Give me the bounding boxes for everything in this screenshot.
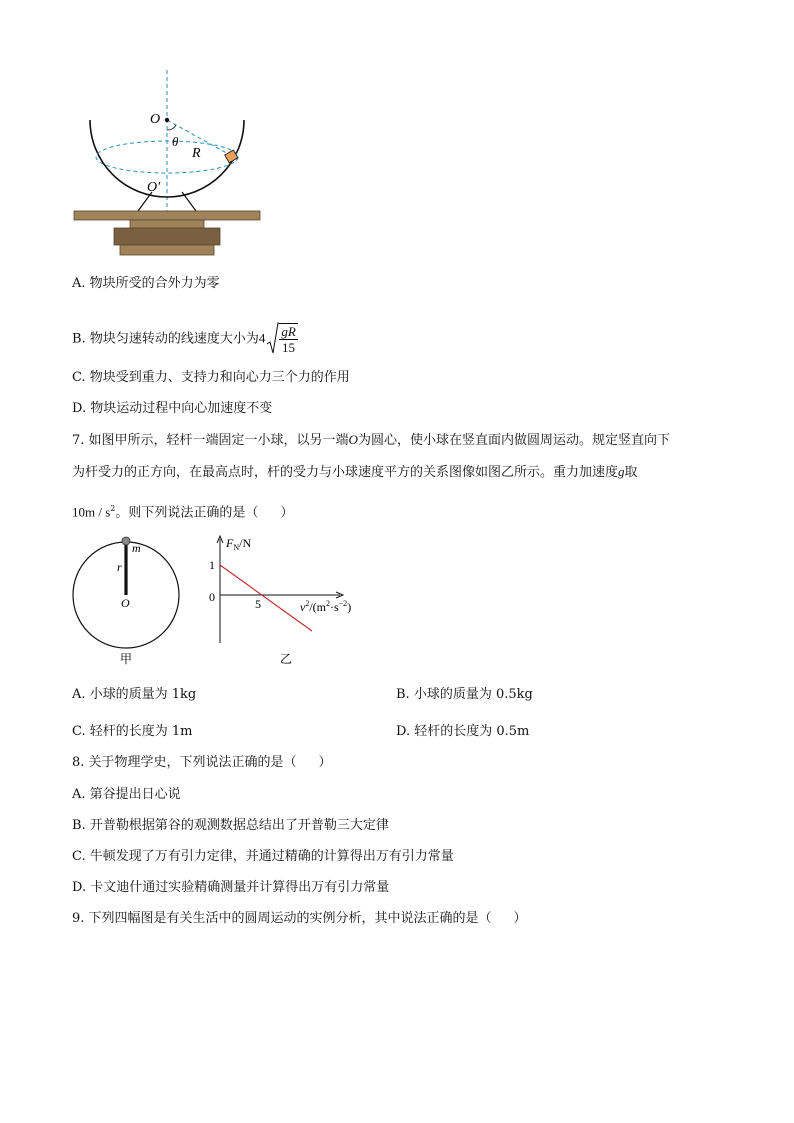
q7-stem1-b: 为圆心，使小球在竖直面内做圆周运动。规定竖直向下 (357, 433, 670, 448)
label-theta: θ (172, 134, 179, 149)
q7-stem-line2 (72, 463, 638, 482)
tick-y1: 1 (209, 558, 215, 572)
q8-option-b: B. 开普勒根据第谷的观测数据总结出了开普勒三大定律 (72, 818, 389, 833)
svg-text:FN/N (225, 536, 251, 552)
label-m: m (132, 541, 141, 555)
q7-stem2-b: 取 (624, 465, 638, 480)
q7-stem2-a: 为杆受力的正方向，在最高点时，杆的受力与小球速度平方的关系图像如图乙所示。重力加速度 (72, 465, 619, 480)
x-axis-unit-end: ) (347, 600, 352, 614)
label-O: O (121, 596, 130, 610)
q9-stem (72, 910, 527, 928)
q8-stem (72, 754, 332, 772)
x-axis-unit-sup2: −2 (338, 599, 348, 608)
q6-option-a: A. 物块所受的合外力为零 (72, 276, 220, 291)
caption-jia: 甲 (120, 652, 133, 666)
q7-stem2-g: g (618, 464, 625, 479)
q6-option-b-coef: 4 (258, 330, 266, 346)
q7-option-c: C. 轻杆的长度为 1m (72, 724, 193, 739)
caption-yi: 乙 (280, 652, 293, 666)
q7-stem-line3 (72, 500, 293, 522)
circle-rod-figure (70, 533, 185, 668)
q8-option-a: A. 第谷提出日心说 (72, 787, 181, 802)
tick-zero: 0 (209, 590, 215, 604)
q7-stem3-sup: 2 (110, 504, 116, 513)
x-axis-unit: /(m (309, 600, 326, 614)
x-axis-label: v (300, 600, 306, 614)
label-O: O (150, 112, 161, 127)
tick-x5: 5 (255, 597, 261, 611)
q7-option-a: A. 小球的质量为 1kg (72, 687, 197, 702)
q8-option-d: D. 卡文迪什通过实验精确测量并计算得出万有引力常量 (72, 880, 390, 895)
y-axis-sub: N (233, 543, 240, 552)
q6-option-c: C. 物块受到重力、支持力和向心力三个力的作用 (72, 370, 350, 385)
q8-option-c: C. 牛顿发现了万有引力定律，并通过精确的计算得出万有引力常量 (72, 849, 454, 864)
fraction-denominator: 15 (282, 340, 296, 355)
x-axis-unit-sup1: 2 (326, 599, 330, 608)
q7-stem3-a: 10m / s (72, 504, 111, 520)
q6-option-d: D. 物块运动过程中向心加速度不变 (72, 401, 273, 416)
q9-stem-end: ） (513, 911, 527, 926)
svg-text:v2/(m2·s−2) (300, 599, 351, 614)
graph-line (220, 565, 312, 631)
q7-stem1-a: 7. 如图甲所示，轻杆一端固定一小球，以另一端 (72, 433, 349, 448)
q9-stem-text: 9. 下列四幅图是有关生活中的圆周运动的实例分析，其中说法正确的是（ (72, 911, 492, 926)
q7-option-b: B. 小球的质量为 0.5kg (396, 687, 533, 702)
x-axis-unit-mid: ·s (330, 600, 339, 614)
fraction-numerator: gR (281, 324, 296, 339)
q8-stem-end: ） (318, 755, 332, 770)
q6-option-b-text: B. 物块匀速转动的线速度大小为 (72, 331, 259, 347)
x-axis-sup: 2 (305, 599, 310, 608)
q7-option-d: D. 轻杆的长度为 0.5m (396, 724, 530, 739)
sqrt-expression (267, 322, 297, 356)
q6-option-b (72, 322, 298, 356)
label-r: r (117, 560, 122, 574)
bowl-turntable-figure (70, 68, 270, 263)
label-R: R (192, 146, 201, 161)
label-O-prime: O′ (147, 180, 161, 195)
y-axis-unit: /N (239, 536, 252, 550)
q7-stem3-c: ） (280, 505, 294, 521)
force-velocity-graph (200, 533, 375, 668)
y-axis-label: F (226, 536, 234, 550)
q7-stem-line1 (72, 431, 670, 450)
q8-stem-text: 8. 关于物理学史，下列说法正确的是（ (72, 755, 297, 770)
q7-stem3-b: 。则下列说法正确的是（ (115, 505, 259, 521)
q7-stem1-O: O (348, 432, 358, 447)
